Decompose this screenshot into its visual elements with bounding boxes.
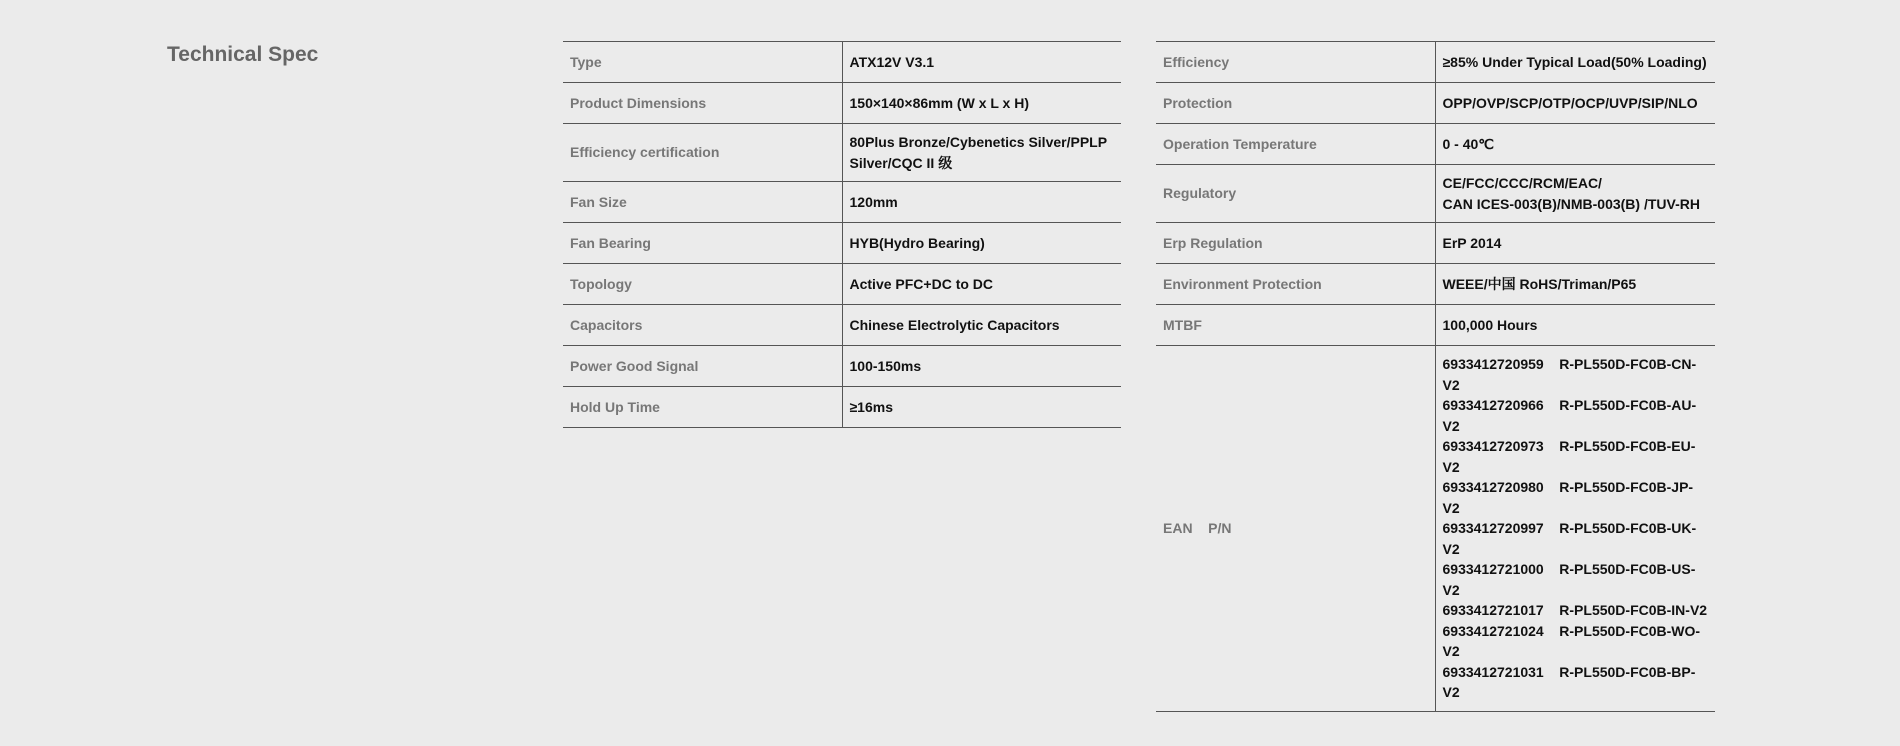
spec-label: Protection	[1156, 83, 1435, 124]
spec-value: 100-150ms	[849, 357, 922, 374]
spec-row-environment-protection	[1156, 264, 1715, 305]
spec-row-operation-temperature	[1156, 124, 1715, 165]
spec-row-dimensions	[563, 83, 1121, 124]
spec-label: Efficiency certification	[563, 124, 842, 182]
spec-row-capacitors	[563, 305, 1121, 346]
ean-entry: 6933412721031 R-PL550D-FC0B-BP-V2	[1442, 663, 1696, 700]
spec-row-topology	[563, 264, 1121, 305]
spec-label: MTBF	[1156, 305, 1435, 346]
ean-entry: 6933412721024 R-PL550D-FC0B-WO-V2	[1442, 622, 1701, 659]
spec-row-mtbf	[1156, 305, 1715, 346]
spec-label: Product Dimensions	[563, 83, 842, 124]
ean-entry: 6933412721000 R-PL550D-FC0B-US-V2	[1442, 561, 1696, 598]
spec-value: 150×140×86mm (W x L x H)	[849, 94, 1030, 111]
spec-label: Erp Regulation	[1156, 223, 1435, 264]
spec-row-power-good-signal	[563, 346, 1121, 387]
spec-value: ≥85% Under Typical Load(50% Loading)	[1442, 53, 1707, 70]
spec-value: ErP 2014	[1442, 234, 1502, 251]
spec-label: EAN P/N	[1156, 346, 1435, 712]
spec-row-fan-bearing	[563, 223, 1121, 264]
spec-value: OPP/OVP/SCP/OTP/OCP/UVP/SIP/NLO	[1442, 94, 1698, 111]
spec-row-ean	[1156, 346, 1715, 712]
spec-row-efficiency	[1156, 42, 1715, 83]
ean-entry: 6933412720959 R-PL550D-FC0B-CN-V2	[1442, 356, 1697, 393]
ean-entry: 6933412720973 R-PL550D-FC0B-EU-V2	[1442, 438, 1696, 475]
spec-value: 120mm	[849, 193, 898, 210]
spec-label: Hold Up Time	[563, 387, 842, 428]
spec-label: Capacitors	[563, 305, 842, 346]
spec-label: Topology	[563, 264, 842, 305]
section-title: Technical Spec	[167, 43, 319, 66]
ean-entry: 6933412720980 R-PL550D-FC0B-JP-V2	[1442, 479, 1694, 516]
spec-value	[1435, 165, 1715, 223]
spec-label: Efficiency	[1156, 42, 1435, 83]
spec-label: Fan Size	[563, 182, 842, 223]
spec-row-efficiency-certification	[563, 124, 1121, 182]
spec-value: 0 - 40℃	[1442, 135, 1495, 152]
ean-entry: 6933412720997 R-PL550D-FC0B-UK-V2	[1442, 520, 1697, 557]
spec-value: Chinese Electrolytic Capacitors	[849, 316, 1060, 333]
regulatory-line: CAN ICES-003(B)/NMB-003(B) /TUV-RH	[1442, 195, 1700, 212]
spec-row-protection	[1156, 83, 1715, 124]
spec-table-left	[563, 41, 1121, 428]
spec-label: Power Good Signal	[563, 346, 842, 387]
spec-row-type	[563, 42, 1121, 83]
regulatory-line: CE/FCC/CCC/RCM/EAC/	[1442, 175, 1602, 191]
spec-value: Active PFC+DC to DC	[849, 275, 994, 292]
spec-value: ATX12V V3.1	[849, 53, 935, 70]
spec-label: Environment Protection	[1156, 264, 1435, 305]
ean-list	[1435, 346, 1715, 712]
spec-row-regulatory	[1156, 165, 1715, 223]
ean-entry: 6933412720966 R-PL550D-FC0B-AU-V2	[1442, 397, 1697, 434]
spec-row-fan-size	[563, 182, 1121, 223]
spec-value: 80Plus Bronze/Cybenetics Silver/PPLP Silver/CQC II 级	[849, 134, 1107, 171]
spec-row-hold-up-time	[563, 387, 1121, 428]
spec-row-erp-regulation	[1156, 223, 1715, 264]
spec-value: HYB(Hydro Bearing)	[849, 234, 985, 251]
spec-value: WEEE/中国 RoHS/Triman/P65	[1442, 275, 1637, 292]
ean-entry: 6933412721017 R-PL550D-FC0B-IN-V2	[1442, 602, 1708, 618]
spec-table-right	[1156, 41, 1715, 712]
spec-label: Operation Temperature	[1156, 124, 1435, 165]
spec-value: ≥16ms	[849, 398, 893, 415]
spec-value: 100,000 Hours	[1442, 316, 1538, 333]
spec-label: Fan Bearing	[563, 223, 842, 264]
spec-label: Regulatory	[1156, 165, 1435, 223]
spec-label: Type	[563, 42, 842, 83]
